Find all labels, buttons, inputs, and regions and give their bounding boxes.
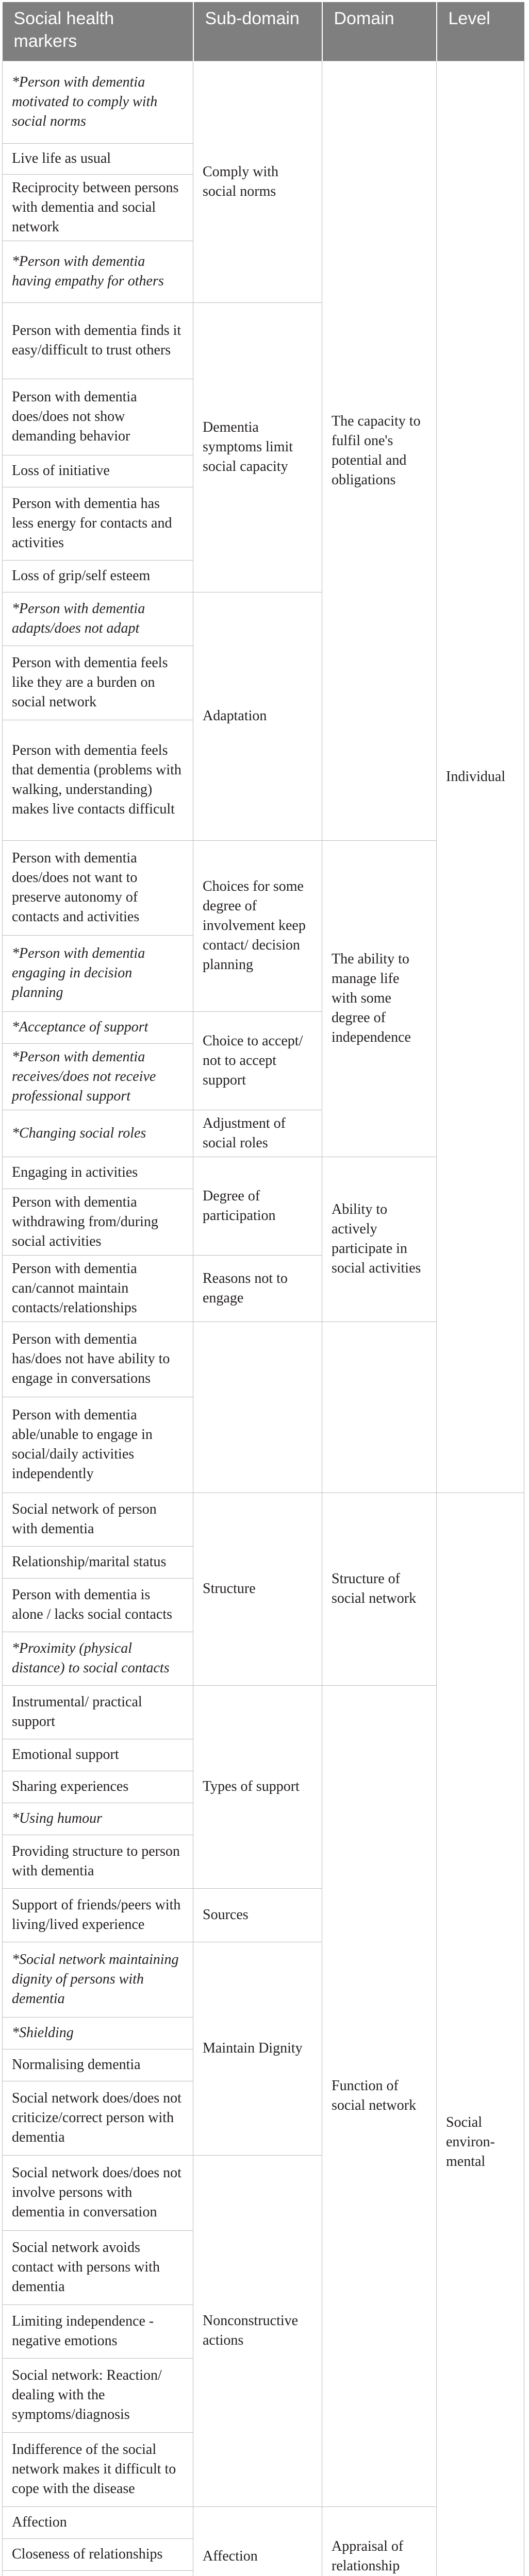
marker-cell: *Acceptance of support (3, 1011, 193, 1043)
marker-cell: Person with dementia finds it easy/difficult to trust others (3, 302, 193, 379)
subdomain-cell: Sources (193, 1888, 322, 1942)
subdomain-cell (193, 1321, 322, 1493)
subdomain-cell: Dementia symptoms limit social capacity (193, 302, 322, 592)
subdomain-cell: Structure (193, 1493, 322, 1685)
marker-cell: Normalising dementia (3, 2049, 193, 2081)
marker-cell: Person with dementia able/unable to engage in social/daily activities independently (3, 1397, 193, 1493)
marker-cell: *Shielding (3, 2017, 193, 2049)
marker-cell: Affection (3, 2506, 193, 2538)
marker-cell: *Social network maintaining dignity of persons with dementia (3, 1942, 193, 2017)
domain-cell: Ability to actively participate in social activities (322, 1157, 437, 1321)
social-health-markers-table (2, 2, 524, 2576)
marker-cell: *Person with dementia motivated to comply with social norms (3, 61, 193, 143)
marker-cell: Sharing experiences (3, 1771, 193, 1803)
marker-cell: *Changing social roles (3, 1110, 193, 1157)
marker-cell: Person with dementia does/does not want to preserve autonomy of contacts and activities (3, 840, 193, 935)
marker-cell: *Person with dementia having empathy for others (3, 241, 193, 302)
subdomain-cell: Comply with social norms (193, 61, 322, 302)
subdomain-cell: Affection (193, 2506, 322, 2576)
marker-cell: Social network: Reaction/ dealing with the symptoms/diagnosis (3, 2358, 193, 2432)
domain-cell: Function of social network (322, 1685, 437, 2506)
marker-cell: Providing structure to person with dementia (3, 1835, 193, 1888)
domain-cell (322, 1321, 437, 1493)
header-sub-domain: Sub-domain (193, 2, 322, 61)
marker-cell: Person with dementia feels like they are a burden on social network (3, 646, 193, 720)
marker-cell: Person with dementia feels that dementia (problems with walking, understanding) makes live contacts difficult (3, 720, 193, 840)
marker-cell: *Person with dementia adapts/does not adapt (3, 592, 193, 646)
marker-cell: Support of friends/peers with living/lived experience (3, 1888, 193, 1942)
marker-cell: Person with dementia withdrawing from/during social activities (3, 1189, 193, 1255)
header-level: Level (437, 2, 524, 61)
domain-cell: The capacity to fulfil one's potential and obligations (322, 61, 437, 840)
marker-cell: Loss of initiative (3, 455, 193, 487)
level-cell: Social environ- mental (437, 1493, 524, 2576)
subdomain-cell: Reasons not to engage (193, 1255, 322, 1321)
marker-cell: Social network does/does not involve persons with dementia in conversation (3, 2155, 193, 2230)
subdomain-cell: Choices for some degree of involvement keep contact/ decision planning (193, 840, 322, 1011)
marker-cell: Person with dementia has less energy for contacts and activities (3, 487, 193, 560)
domain-cell: The ability to manage life with some degree of independence (322, 840, 437, 1157)
marker-cell: Relationship/marital status (3, 1546, 193, 1578)
marker-cell (3, 2570, 193, 2576)
marker-cell: Reciprocity between persons with dementia and social network (3, 174, 193, 241)
marker-cell: Instrumental/ practical support (3, 1685, 193, 1739)
subdomain-cell: Adjustment of social roles (193, 1110, 322, 1157)
header-row (3, 2, 524, 61)
domain-cell: Structure of social network (322, 1493, 437, 1685)
marker-cell: Limiting independence - negative emotions (3, 2304, 193, 2358)
marker-cell: *Person with dementia receives/does not receive professional support (3, 1043, 193, 1110)
marker-cell: Indifference of the social network makes it difficult to cope with the disease (3, 2432, 193, 2506)
subdomain-cell: Adaptation (193, 592, 322, 840)
header-social-health-markers: Social health markers (3, 2, 193, 61)
marker-cell: *Person with dementia engaging in decision planning (3, 935, 193, 1011)
marker-cell: *Proximity (physical distance) to social contacts (3, 1632, 193, 1685)
marker-cell: Closeness of relationships (3, 2538, 193, 2570)
subdomain-cell: Choice to accept/ not to accept support (193, 1011, 322, 1110)
level-cell: Individual (437, 61, 524, 1493)
marker-cell: Social network does/does not criticize/correct person with dementia (3, 2081, 193, 2155)
table-body (3, 61, 524, 2576)
marker-cell: Live life as usual (3, 143, 193, 174)
subdomain-cell: Maintain Dignity (193, 1942, 322, 2155)
marker-cell: Person with dementia has/does not have ability to engage in conversations (3, 1321, 193, 1397)
marker-cell: Loss of grip/self esteem (3, 560, 193, 592)
subdomain-cell: Types of support (193, 1685, 322, 1888)
marker-cell: Social network of person with dementia (3, 1493, 193, 1546)
table-row (3, 1493, 524, 1546)
marker-cell: *Using humour (3, 1803, 193, 1835)
subdomain-cell: Nonconstructive actions (193, 2155, 322, 2506)
subdomain-cell: Degree of participation (193, 1157, 322, 1255)
header-domain: Domain (322, 2, 437, 61)
marker-cell: Emotional support (3, 1739, 193, 1771)
domain-cell: Appraisal of relationship (322, 2506, 437, 2576)
marker-cell: Person with dementia is alone / lacks social contacts (3, 1578, 193, 1632)
marker-cell: Social network avoids contact with persons with dementia (3, 2230, 193, 2304)
marker-cell: Person with dementia does/does not show demanding behavior (3, 379, 193, 455)
marker-cell: Person with dementia can/cannot maintain contacts/relationships (3, 1255, 193, 1321)
marker-cell: Engaging in activities (3, 1157, 193, 1189)
table-row (3, 61, 524, 143)
